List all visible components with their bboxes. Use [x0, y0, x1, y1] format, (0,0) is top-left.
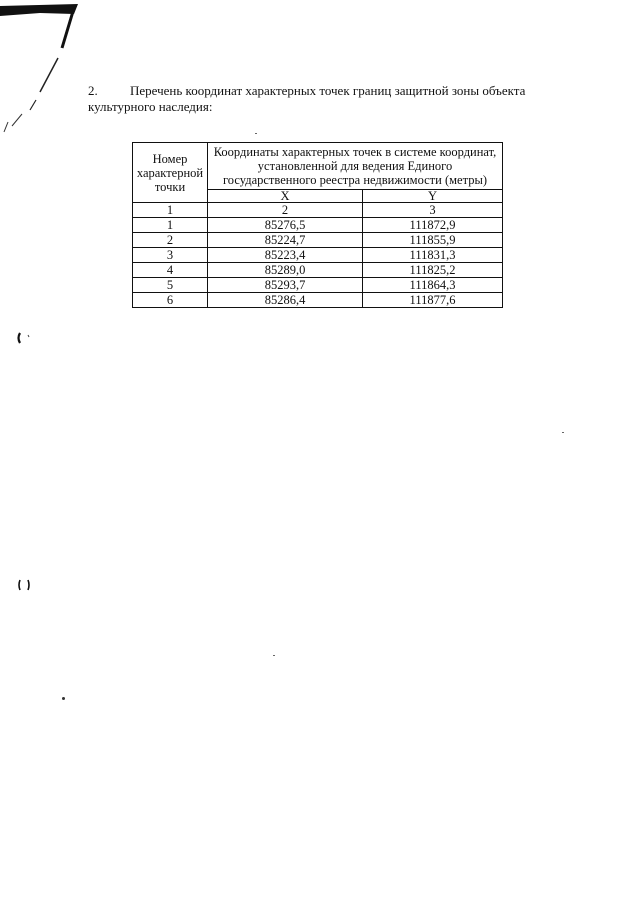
- y-cell: 111864,3: [363, 278, 503, 293]
- scan-speck: [562, 432, 564, 433]
- scan-speck: [62, 697, 65, 700]
- column-index-cell: 2: [208, 203, 363, 218]
- point-cell: 6: [133, 293, 208, 308]
- table-row: [133, 293, 503, 308]
- header-point-number: Номер характерной точки: [133, 143, 208, 203]
- y-cell: 111825,2: [363, 263, 503, 278]
- section-heading: [88, 83, 548, 115]
- header-x: X: [208, 190, 363, 203]
- table-row: [133, 218, 503, 233]
- x-cell: 85293,7: [208, 278, 363, 293]
- point-cell: 5: [133, 278, 208, 293]
- scan-corner-mark: [0, 0, 90, 135]
- y-cell: 111855,9: [363, 233, 503, 248]
- table-row: [133, 248, 503, 263]
- x-cell: 85286,4: [208, 293, 363, 308]
- x-cell: 85224,7: [208, 233, 363, 248]
- scan-speck: [255, 133, 257, 134]
- header-coordinate-system: Координаты характерных точек в системе координат, установленной для ведения Единого государственного реестра недвижимости (метры): [208, 143, 503, 190]
- point-cell: 1: [133, 218, 208, 233]
- y-cell: 111877,6: [363, 293, 503, 308]
- point-cell: 4: [133, 263, 208, 278]
- x-cell: 85289,0: [208, 263, 363, 278]
- column-index-cell: 3: [363, 203, 503, 218]
- point-cell: 2: [133, 233, 208, 248]
- point-cell: 3: [133, 248, 208, 263]
- header-y: Y: [363, 190, 503, 203]
- punch-hole-mark: [16, 331, 32, 345]
- scan-speck: [273, 655, 275, 656]
- column-index-row: [133, 203, 503, 218]
- punch-hole-mark: [16, 578, 32, 592]
- table-row: [133, 233, 503, 248]
- coordinates-table: [132, 142, 503, 308]
- y-cell: 111872,9: [363, 218, 503, 233]
- section-number: 2.: [88, 83, 98, 98]
- x-cell: 85276,5: [208, 218, 363, 233]
- x-cell: 85223,4: [208, 248, 363, 263]
- table-row: [133, 278, 503, 293]
- y-cell: 111831,3: [363, 248, 503, 263]
- section-title: Перечень координат характерных точек границ защитной зоны объекта культурного наследия:: [88, 83, 526, 114]
- table-row: [133, 263, 503, 278]
- column-index-cell: 1: [133, 203, 208, 218]
